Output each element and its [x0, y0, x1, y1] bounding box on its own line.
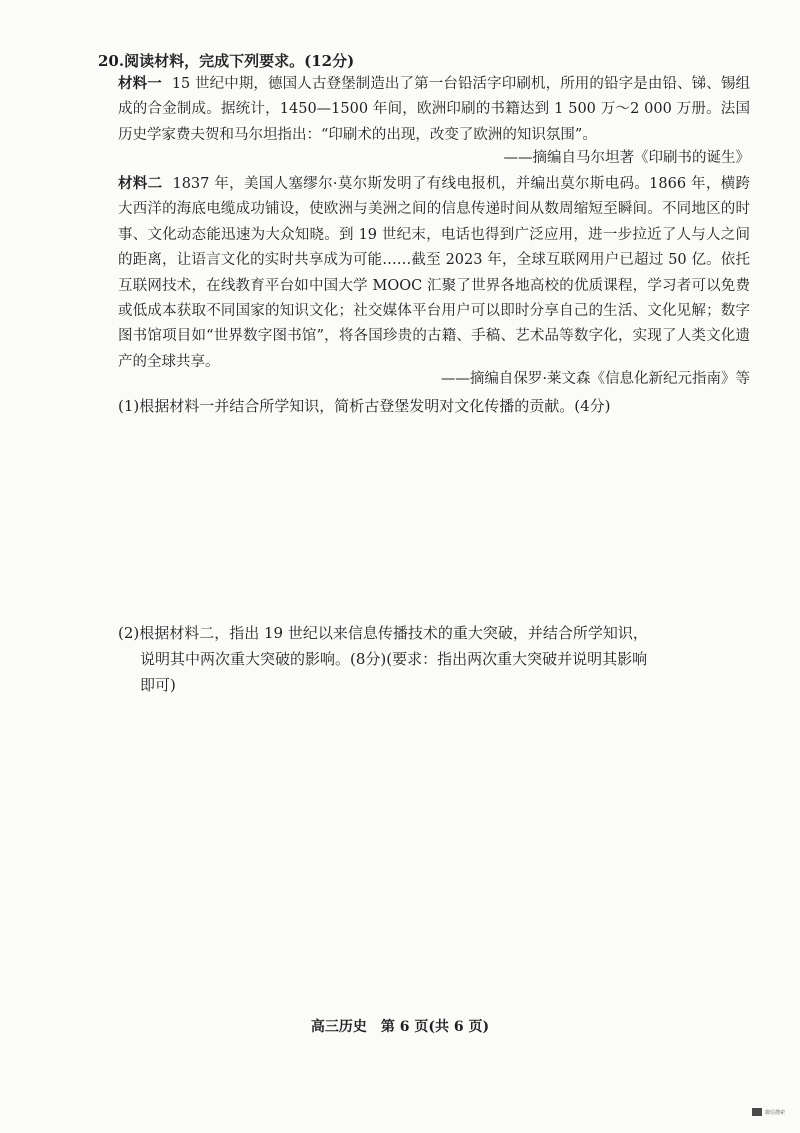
material-2 — [118, 171, 750, 375]
page-footer: 高三历史 第 6 页(共 6 页) — [310, 1019, 490, 1035]
material-2-text: 1837 年，美国人塞缪尔·莫尔斯发明了有线电报机，并编出莫尔斯电码。1866 年，横跨大西洋的海底电缆成功铺设，使欧洲与美洲之间的信息传递时间从数周缩短至瞬间。不同地区的时事、文化动态能迅速为大众知晓。到 19 世纪末，电话也得到广泛应用，进一步拉近了人与人之间的距离，让语言文化的实时共享成为可能……截至 2023 年，全球互联网用户已超过 50 亿。依托互联网技术，在线教育平台如中国大学 MOOC 汇聚了世界各地高校的优质课程，学习者可以免费或低成本获取不同国家的知识文化；社交媒体平台用户可以即时分享自己的生活、文化见解；数字图书馆项目如“世界数字图书馆”，将各国珍贵的古籍、手稿、艺术品等数字化，实现了人类文化遗产的全球共享。 — [118, 176, 750, 370]
material-1 — [118, 71, 750, 148]
material-1-text: 15 世纪中期，德国人古登堡制造出了第一台铅活字印刷机，所用的铅字是由铅、锑、锡组成的合金制成。据统计，1450—1500 年间，欧洲印刷的书籍达到 1 500 万～2 000 万册。法国历史学家费夫贺和马尔坦指出：“印刷术的出现，改变了欧洲的知识氛围”。 — [118, 76, 750, 143]
sub-question-2 — [118, 620, 660, 698]
sub-question-2-text: (2)根据材料二，指出 19 世纪以来信息传播技术的重大突破，并结合所学知识，说明其中两次重大突破的影响。(8分)(要求：指出两次重大突破并说明其影响即可) — [118, 624, 648, 694]
watermark-logo — [752, 1107, 792, 1117]
material-1-source: ——摘编自马尔坦著《印刷书的诞生》 — [503, 150, 750, 166]
qr-icon — [752, 1108, 762, 1116]
watermark-text: 微信搜索 — [765, 1109, 786, 1116]
material-1-label: 材料一 — [118, 75, 162, 92]
question-header: 20.阅读材料，完成下列要求。(12分) — [98, 52, 355, 70]
material-2-label: 材料二 — [118, 175, 163, 192]
material-2-source: ——摘编自保罗·莱文森《信息化新纪元指南》等 — [440, 371, 750, 387]
sub-question-1: (1)根据材料一并结合所学知识，简析古登堡发明对文化传播的贡献。(4分) — [118, 397, 611, 415]
